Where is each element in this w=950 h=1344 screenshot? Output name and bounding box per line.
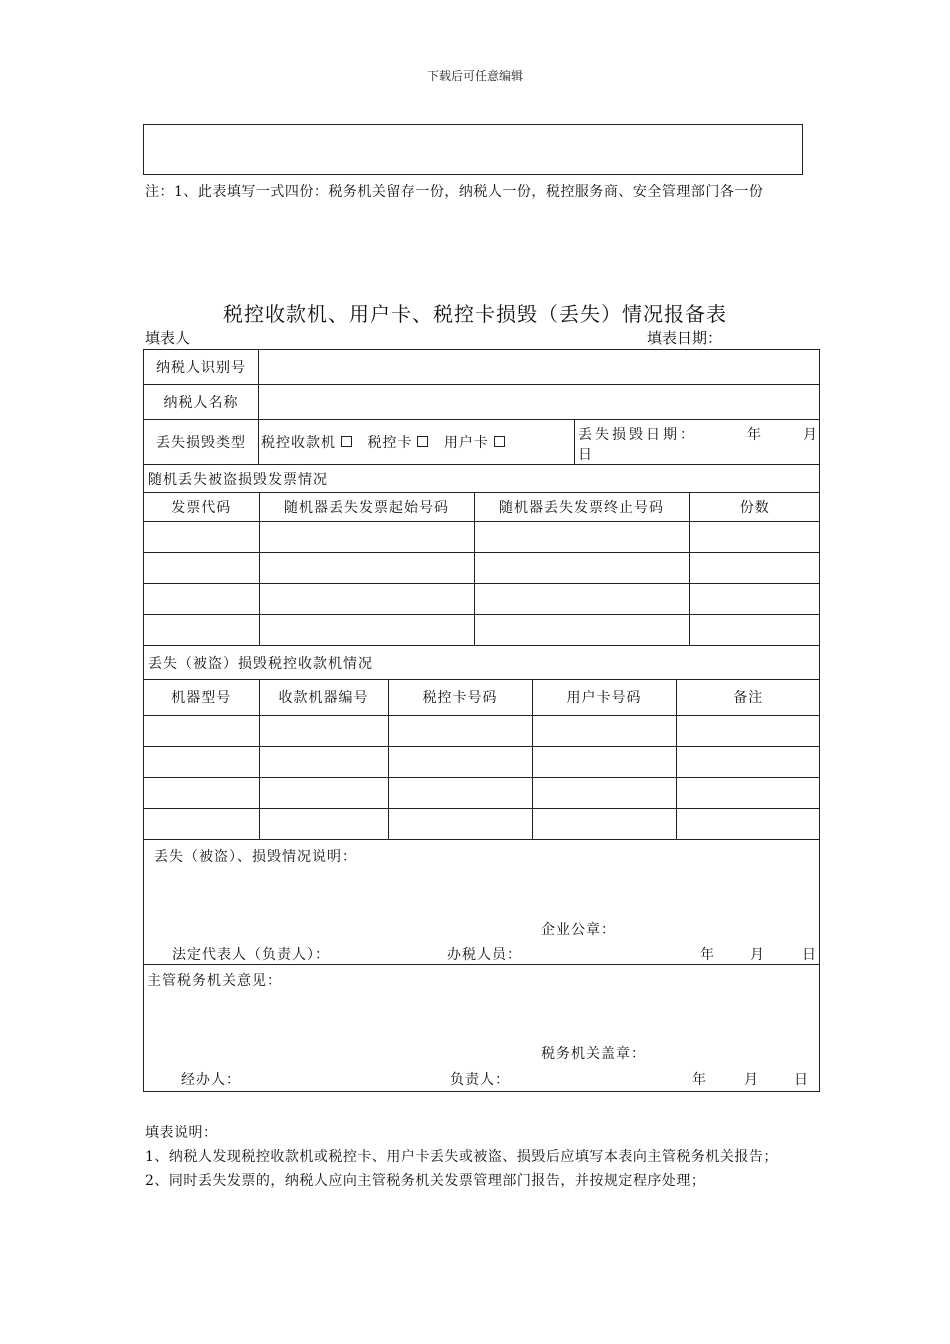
company-seal-label: 企业公章： (541, 922, 616, 938)
table-row (144, 521, 820, 552)
explanation-month: 月 (750, 947, 765, 963)
explanation-row (144, 840, 820, 965)
machine-header-serial: 收款机器编号 (259, 680, 388, 715)
invoice-section-title: 随机丢失被盗损毁发票情况 (144, 465, 820, 493)
table-cell[interactable] (532, 746, 676, 777)
table-row (144, 614, 820, 645)
invoice-table-row (144, 493, 820, 646)
explanation-label: 丢失（被盗）、损毁情况说明： (154, 849, 357, 865)
table-cell[interactable] (388, 746, 532, 777)
taxpayer-name-label: 纳税人名称 (144, 385, 259, 420)
table-cell[interactable] (689, 521, 820, 552)
loss-date-label: 丢失损毁日期： (578, 427, 697, 443)
machine-header-model: 机器型号 (144, 680, 259, 715)
invoice-header-count: 份数 (689, 493, 820, 521)
invoice-section-row (144, 465, 820, 493)
filler-label: 填表人 (145, 329, 191, 347)
table-row (144, 552, 820, 583)
taxpayer-id-row (144, 350, 820, 385)
table-cell[interactable] (474, 614, 689, 645)
table-cell[interactable] (144, 808, 259, 839)
table-row (144, 746, 820, 777)
table-cell[interactable] (474, 583, 689, 614)
table-cell[interactable] (259, 552, 474, 583)
authority-opinion-row (144, 965, 820, 1092)
option-cash-register-checkbox[interactable] (341, 436, 352, 447)
option-user-card-checkbox[interactable] (494, 436, 505, 447)
invoice-header-row (144, 493, 820, 521)
table-cell[interactable] (259, 583, 474, 614)
loss-type-row (144, 420, 820, 465)
top-empty-box[interactable] (143, 124, 803, 175)
instructions (145, 1121, 815, 1193)
table-cell[interactable] (259, 777, 388, 808)
table-cell[interactable] (676, 808, 820, 839)
instruction-1: 1、纳税人发现税控收款机或税控卡、用户卡丢失或被盗、损毁后应填写本表向主管税务机关报告； (145, 1149, 778, 1165)
table-cell[interactable] (144, 614, 259, 645)
instruction-2: 2、同时丢失发票的，纳税人应向主管税务机关发票管理部门报告，并按规定程序处理； (145, 1173, 706, 1189)
table-cell[interactable] (259, 715, 388, 746)
option-tax-card-label: 税控卡 (367, 435, 413, 451)
table-row (144, 583, 820, 614)
table-cell[interactable] (259, 521, 474, 552)
explanation-year: 年 (700, 947, 715, 963)
responsible-label: 负责人： (450, 1072, 510, 1088)
fill-date-label: 填表日期： (647, 329, 723, 347)
invoice-header-start: 随机器丢失发票起始号码 (259, 493, 474, 521)
table-cell[interactable] (388, 715, 532, 746)
authority-month: 月 (744, 1072, 759, 1088)
table-cell[interactable] (689, 614, 820, 645)
invoice-header-code: 发票代码 (144, 493, 259, 521)
option-user-card-label: 用户卡 (443, 435, 489, 451)
table-cell[interactable] (144, 777, 259, 808)
invoice-header-end: 随机器丢失发票终止号码 (474, 493, 689, 521)
table-cell[interactable] (144, 552, 259, 583)
explanation-cell[interactable] (144, 840, 820, 965)
loss-date-cell[interactable] (575, 420, 820, 465)
table-cell[interactable] (689, 552, 820, 583)
machine-table (144, 680, 820, 839)
taxpayer-id-label: 纳税人识别号 (144, 350, 259, 385)
table-cell[interactable] (144, 715, 259, 746)
handler-label: 经办人： (181, 1072, 241, 1088)
table-cell[interactable] (676, 715, 820, 746)
loss-type-label: 丢失损毁类型 (144, 420, 259, 465)
table-cell[interactable] (388, 777, 532, 808)
authority-year: 年 (692, 1072, 707, 1088)
authority-day: 日 (794, 1072, 809, 1088)
taxpayer-name-field[interactable] (259, 385, 820, 420)
table-row (144, 715, 820, 746)
machine-header-remarks: 备注 (676, 680, 820, 715)
table-row (144, 808, 820, 839)
option-cash-register-label: 税控收款机 (261, 435, 336, 451)
loss-date-day: 日 (578, 447, 595, 463)
machine-header-tax-card: 税控卡号码 (388, 680, 532, 715)
option-tax-card-checkbox[interactable] (417, 436, 428, 447)
form-title: 税控收款机、用户卡、税控卡损毁（丢失）情况报备表 (223, 302, 727, 326)
taxpayer-name-row (144, 385, 820, 420)
table-cell[interactable] (532, 808, 676, 839)
taxpayer-id-field[interactable] (259, 350, 820, 385)
loss-date-month: 月 (803, 427, 820, 443)
table-cell[interactable] (532, 777, 676, 808)
machine-header-row (144, 680, 820, 715)
instructions-title: 填表说明： (145, 1125, 218, 1141)
table-cell[interactable] (144, 583, 259, 614)
explanation-day: 日 (802, 947, 817, 963)
invoice-table (144, 493, 820, 645)
table-cell[interactable] (259, 746, 388, 777)
table-cell[interactable] (388, 808, 532, 839)
table-cell[interactable] (689, 583, 820, 614)
table-row (144, 777, 820, 808)
tax-officer-label: 办税人员： (447, 947, 522, 963)
authority-opinion-label: 主管税务机关意见： (147, 973, 282, 989)
table-cell[interactable] (676, 746, 820, 777)
table-cell[interactable] (259, 808, 388, 839)
table-cell[interactable] (144, 521, 259, 552)
table-cell[interactable] (474, 521, 689, 552)
loss-type-options (259, 420, 575, 465)
loss-date-year: 年 (747, 427, 764, 443)
machine-header-user-card: 用户卡号码 (532, 680, 676, 715)
copies-note: 注：1、此表填写一式四份：税务机关留存一份，纳税人一份，税控服务商、安全管理部门各一份 (145, 184, 764, 200)
table-cell[interactable] (144, 746, 259, 777)
authority-seal-label: 税务机关盖章： (541, 1046, 646, 1062)
machine-section-title: 丢失（被盗）损毁税控收款机情况 (144, 646, 820, 680)
report-form-table (143, 349, 820, 1092)
table-cell[interactable] (532, 715, 676, 746)
table-cell[interactable] (676, 777, 820, 808)
machine-table-row (144, 680, 820, 840)
header-note: 下载后可任意编辑 (426, 69, 523, 83)
legal-rep-label: 法定代表人（负责人）： (172, 947, 330, 963)
table-cell[interactable] (259, 614, 474, 645)
authority-opinion-cell[interactable] (144, 965, 820, 1092)
table-cell[interactable] (474, 552, 689, 583)
machine-section-row (144, 646, 820, 680)
